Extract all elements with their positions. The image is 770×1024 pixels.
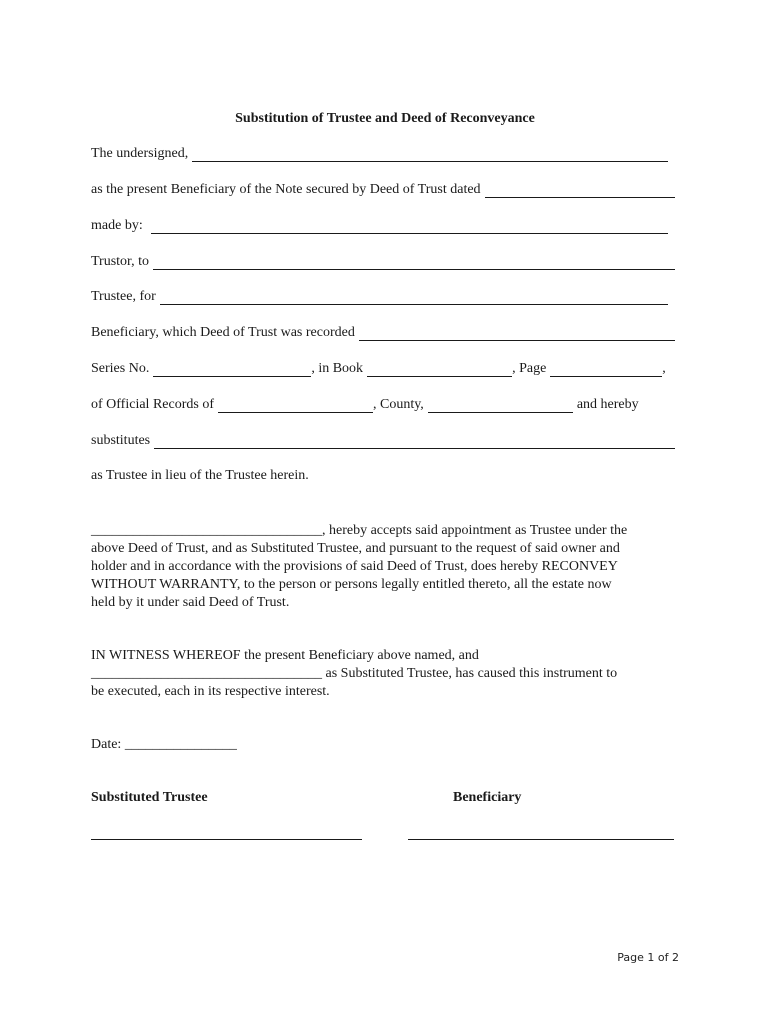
made-by-row [91, 218, 668, 234]
trustee-blank[interactable] [160, 290, 668, 305]
date-line: Date: ________________ [91, 737, 237, 752]
substitutes-blank[interactable] [154, 434, 675, 449]
book-blank[interactable] [367, 362, 512, 377]
trailing-comma: , [662, 361, 666, 376]
book-label: , in Book [311, 361, 364, 376]
substitutes-label: substitutes [91, 433, 151, 448]
trustor-row [91, 254, 675, 270]
beneficiary-signature-line[interactable] [408, 838, 674, 840]
records-blank[interactable] [218, 398, 373, 413]
and-hereby-label: and hereby [576, 397, 639, 412]
deed-date-blank[interactable] [485, 183, 675, 198]
trustee-signature-line[interactable] [91, 838, 362, 840]
document-title: Substitution of Trustee and Deed of Reconveyance [235, 111, 535, 126]
witness-paragraph: IN WITNESS WHEREOF the present Beneficiary above named, and _________________________________ as Substituted Trustee, has caused this instrument to be executed, each in its respective interest. [91, 648, 618, 699]
undersigned-label: The undersigned, [91, 146, 189, 161]
county-blank[interactable] [428, 398, 573, 413]
beneficiary-label: Beneficiary [453, 790, 522, 805]
official-records-label: of Official Records of [91, 397, 214, 412]
note-date-row [91, 182, 675, 198]
trustor-blank[interactable] [153, 255, 675, 270]
page-label: , Page [512, 361, 547, 376]
made-by-blank[interactable] [151, 219, 668, 234]
trustor-label: Trustor, to [91, 254, 150, 269]
trustee-row [91, 289, 668, 305]
made-by-label: made by: [91, 218, 143, 233]
official-records-row [91, 397, 681, 413]
recorded-blank[interactable] [359, 326, 675, 341]
trustee-label: Trustee, for [91, 289, 156, 304]
page-blank[interactable] [550, 362, 662, 377]
page-number: Page 1 of 2 [617, 951, 679, 964]
recorded-label: Beneficiary, which Deed of Trust was recorded [91, 325, 355, 340]
in-lieu-text: as Trustee in lieu of the Trustee herein. [91, 468, 309, 483]
series-no-blank[interactable] [153, 362, 311, 377]
acceptance-paragraph: _________________________________, hereby accepts said appointment as Trustee under the above Deed of Trust, and as Substituted Trustee, and pursuant to the request of said owner and holder and in accordance with the provisions of said Deed of Trust, does hereby RECONVEY WITHOUT WARRANTY, to the person or persons legally entitled thereto, all the estate now held by it under said Deed of Trust. [91, 523, 628, 610]
series-row [91, 361, 681, 377]
beneficiary-note-label: as the present Beneficiary of the Note secured by Deed of Trust dated [91, 182, 481, 197]
in-lieu-row [91, 468, 675, 484]
undersigned-row [91, 146, 668, 162]
county-label: , County, [372, 397, 424, 412]
substitutes-row [91, 433, 675, 449]
undersigned-blank[interactable] [192, 147, 668, 162]
recorded-row [91, 325, 675, 341]
series-label: Series No. [91, 361, 150, 376]
substituted-trustee-label: Substituted Trustee [91, 790, 208, 805]
